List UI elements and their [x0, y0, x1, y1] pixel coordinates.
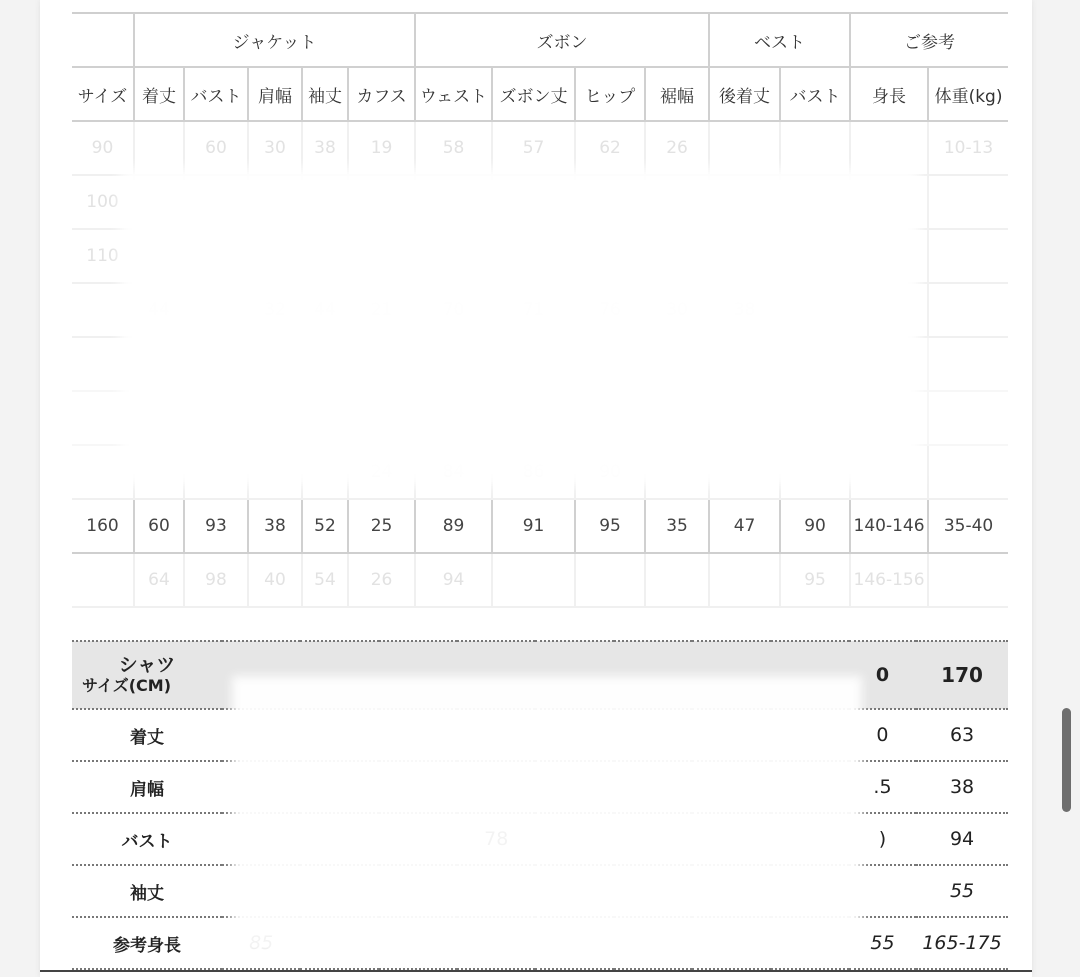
table-cell: 100 [72, 175, 134, 229]
column-header: バスト [780, 67, 850, 121]
table-cell [780, 121, 850, 175]
shirt-cell: 94 [916, 813, 1008, 865]
table-cell: 35 [645, 499, 709, 553]
table-cell: 57 [492, 121, 575, 175]
table-cell: 35-40 [928, 499, 1008, 553]
table-cell [575, 553, 645, 607]
group-header-cell: ベスト [709, 13, 850, 67]
table-cell: 52 [302, 499, 348, 553]
column-header: 後着丈 [709, 67, 780, 121]
column-header: ズボン丈 [492, 67, 575, 121]
shirt-cell: ) [849, 813, 916, 865]
shirt-cell: 38 [916, 761, 1008, 813]
column-header: 袖丈 [302, 67, 348, 121]
bottom-rule [40, 970, 1032, 972]
shirt-subtitle: サイズ(CM) [82, 676, 172, 695]
shirt-blur-mask [232, 676, 862, 958]
shirt-row-label: 肩幅 [72, 761, 222, 813]
column-header: サイズ [72, 67, 134, 121]
table-cell: 60 [184, 121, 248, 175]
shirt-cell: 55 [849, 917, 916, 969]
table-cell [492, 553, 575, 607]
shirt-cell: .5 [849, 761, 916, 813]
table-cell: 94 [415, 553, 492, 607]
shirt-row-label: バスト [72, 813, 222, 865]
shirt-cell: 55 [916, 865, 1008, 917]
table-cell: 10-13 [928, 121, 1008, 175]
table-cell [928, 553, 1008, 607]
group-header-cell: ジャケット [134, 13, 415, 67]
table-cell [709, 121, 780, 175]
column-header: ヒップ [575, 67, 645, 121]
table-cell: 58 [415, 121, 492, 175]
table-cell: 38 [302, 121, 348, 175]
table-cell: 47 [709, 499, 780, 553]
table-cell: 38 [248, 499, 302, 553]
table-cell [850, 121, 928, 175]
shirt-cell: 165-175 [916, 917, 1008, 969]
column-header: 肩幅 [248, 67, 302, 121]
column-header: 身長 [850, 67, 928, 121]
table-cell [928, 337, 1008, 391]
column-header: 裾幅 [645, 67, 709, 121]
table-cell: 98 [184, 553, 248, 607]
table-cell [645, 553, 709, 607]
table-cell [928, 445, 1008, 499]
table-cell [72, 553, 134, 607]
table-cell: 89 [415, 499, 492, 553]
table-cell: 90 [780, 499, 850, 553]
table-cell: 54 [302, 553, 348, 607]
table-row [72, 553, 1008, 607]
shirt-row-label: 参考身長 [72, 917, 222, 969]
table-row [72, 121, 1008, 175]
table-cell [709, 553, 780, 607]
table-row [72, 499, 1008, 553]
column-header: ウェスト [415, 67, 492, 121]
table-cell: 19 [348, 121, 415, 175]
shirt-cell: 63 [916, 709, 1008, 761]
blur-mask [120, 168, 920, 486]
table-cell: 160 [72, 499, 134, 553]
table-cell: 146-156 [850, 553, 928, 607]
table-cell: 95 [575, 499, 645, 553]
shirt-header-value: 0 [849, 641, 916, 709]
table-cell: 62 [575, 121, 645, 175]
group-header-row [72, 13, 1008, 67]
table-cell: 40 [248, 553, 302, 607]
table-cell: 93 [184, 499, 248, 553]
shirt-cell: 0 [849, 709, 916, 761]
scrollbar-thumb[interactable] [1062, 708, 1071, 812]
group-header-cell: ズボン [415, 13, 709, 67]
shirt-header-value: 170 [916, 641, 1008, 709]
shirt-title: シャツ [118, 654, 176, 676]
column-header: 着丈 [134, 67, 184, 121]
table-cell: 90 [72, 121, 134, 175]
table-cell: 26 [348, 553, 415, 607]
shirt-row-label: 着丈 [72, 709, 222, 761]
shirt-size-section [72, 640, 1008, 958]
table-cell: 91 [492, 499, 575, 553]
table-cell: 140-146 [850, 499, 928, 553]
table-cell: 95 [780, 553, 850, 607]
column-header-row [72, 67, 1008, 121]
group-header-cell: ご参考 [850, 13, 1008, 67]
table-cell [928, 175, 1008, 229]
table-cell [928, 229, 1008, 283]
table-cell: 64 [134, 553, 184, 607]
column-header: バスト [184, 67, 248, 121]
table-cell [928, 283, 1008, 337]
table-cell: 60 [134, 499, 184, 553]
group-header-cell [72, 13, 134, 67]
shirt-title-cell [72, 641, 222, 709]
table-cell: 26 [645, 121, 709, 175]
table-cell [134, 121, 184, 175]
column-header: 体重(kg) [928, 67, 1008, 121]
table-cell: 25 [348, 499, 415, 553]
table-cell: 30 [248, 121, 302, 175]
shirt-row-label: 袖丈 [72, 865, 222, 917]
table-cell [928, 391, 1008, 445]
column-header: カフス [348, 67, 415, 121]
table-cell: 110 [72, 229, 134, 283]
